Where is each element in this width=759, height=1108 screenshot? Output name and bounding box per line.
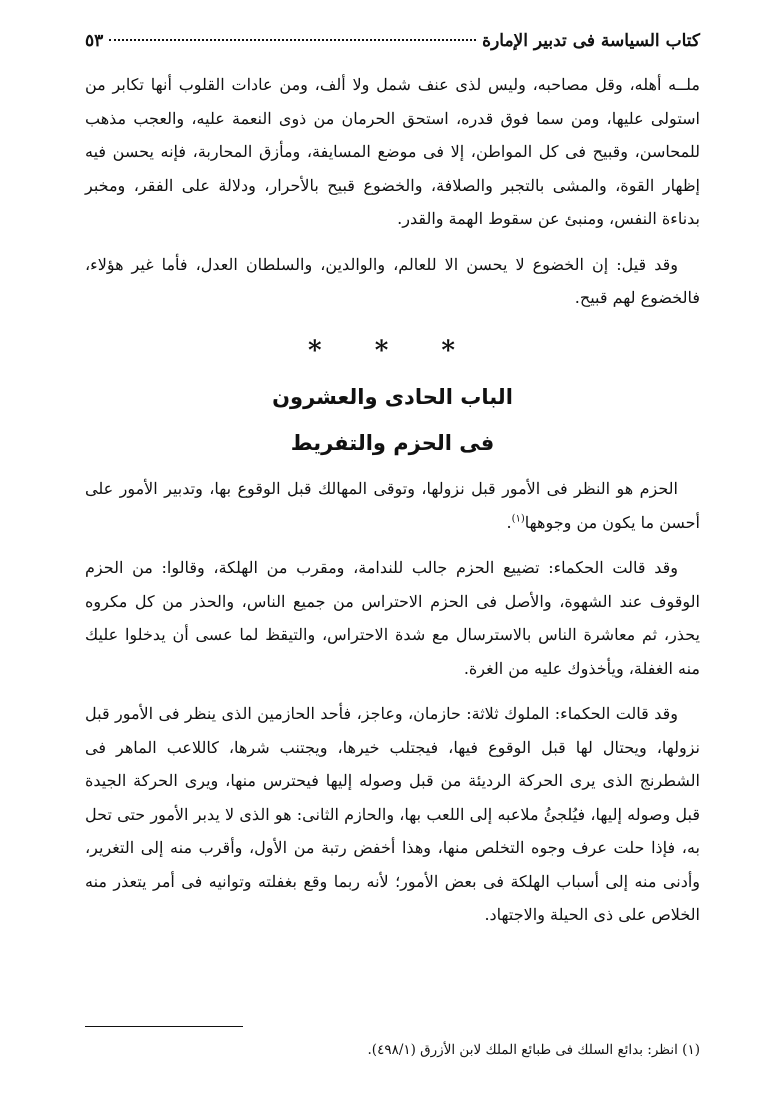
paragraph bbox=[85, 472, 700, 539]
paragraph-text: الحزم هو النظر فى الأمور قبل نزولها، وتوقى المهالك قبل الوقوع بها، وتدبير الأمور على أحسن ما يكون من وجوهها bbox=[85, 479, 700, 532]
paragraph-end: . bbox=[506, 512, 512, 532]
footnote-divider bbox=[85, 1026, 243, 1027]
chapter-subtitle: فى الحزم والتفريط bbox=[290, 431, 495, 455]
book-title: كتاب السياسة فى تدبير الإمارة bbox=[482, 31, 700, 51]
paragraph: وقد قالت الحكماء: الملوك ثلاثة: حازمان، وعاجز، فأحد الحازمين الذى ينظر فى الأمور قبل نزولها، ويحتال لها قبل الوقوع فيها، فيجتلب خيرها، ويجتنب شرها، كاللاعب الماهر فى الشطرنج الذى يرى الحركة الرديئة من قبل وصوله إليها فيحترس منها، ويرى الحركة الجيدة قبل وصوله إليها، فيُلجئُ ملاعبه إلى اللعب بها، والحازم الثانى: هو الذى لا يدبر الأمور حتى تحل به، فإذا حلت عرف وجوه التخلص منها، وهذا أخفض رتبة من الأول، وأقرب منه إلى التغرير، وأدنى منه إلى أسباب الهلكة فى بعض الأمور؛ لأنه ربما وقع بغفلته وتوانيه فى أمر يتعذر منه الخلاص على ذى الحيلة والاجتهاد. bbox=[85, 704, 700, 924]
chapter-title: الباب الحادى والعشرون bbox=[272, 385, 513, 409]
page-number: ٥٣ bbox=[85, 31, 104, 51]
section-continued-text bbox=[85, 68, 700, 315]
dot-leader bbox=[109, 39, 476, 41]
chapter-body-text bbox=[85, 472, 700, 932]
book-page bbox=[85, 30, 700, 1090]
paragraph: وقد قالت الحكماء: تضييع الحزم جالب للندامة، ومقرب من الهلكة، وقالوا: من الحزم الوقوف عند الشهوة، والأصل فى الحزم الاحتراس من جميع الناس، والحذر من كل مكروه يحذر، ثم معاشرة الناس بالاسترسال مع شدة الاحتراس، والتيقظ لما عسى أن يدخلوا عليك منه الغفلة، ويأخذوك عليه من الغرة. bbox=[85, 558, 700, 678]
running-header bbox=[85, 30, 700, 52]
paragraph: ملــه أهله، وقل مصاحبه، وليس لذى عنف شمل ولا ألف، ومن عادات القلوب أنها تكابر من استولى عليها، ومن سما فوق قدره، استحق الحرمان من ذوى النعمة عليه، والعجب مذهب للمحاسن، وقبيح فى كل المواطن، إلا فى موضع المسايفة، ومأزق المحاربة، فإنه يحسن فيه إظهار القوة، والمشى بالتجبر والصلافة، والخضوع قبيح بالأحرار، ودلالة على الفقر، ومخبر بدناءة النفس، ومنبئ عن سقوط الهمة والقدر. bbox=[85, 75, 700, 228]
footnote-reference: (١) bbox=[511, 513, 525, 525]
section-separator: * * * bbox=[308, 336, 477, 366]
paragraph: وقد قيل: إن الخضوع لا يحسن الا للعالم، والوالدين، والسلطان العدل، فأما غير هؤلاء، فالخضوع لهم قبيح. bbox=[85, 254, 700, 307]
footnote: (١) انظر: بدائع السلك فى طبائع الملك لابن الأزرق (٤٩٨/١). bbox=[367, 1042, 700, 1058]
